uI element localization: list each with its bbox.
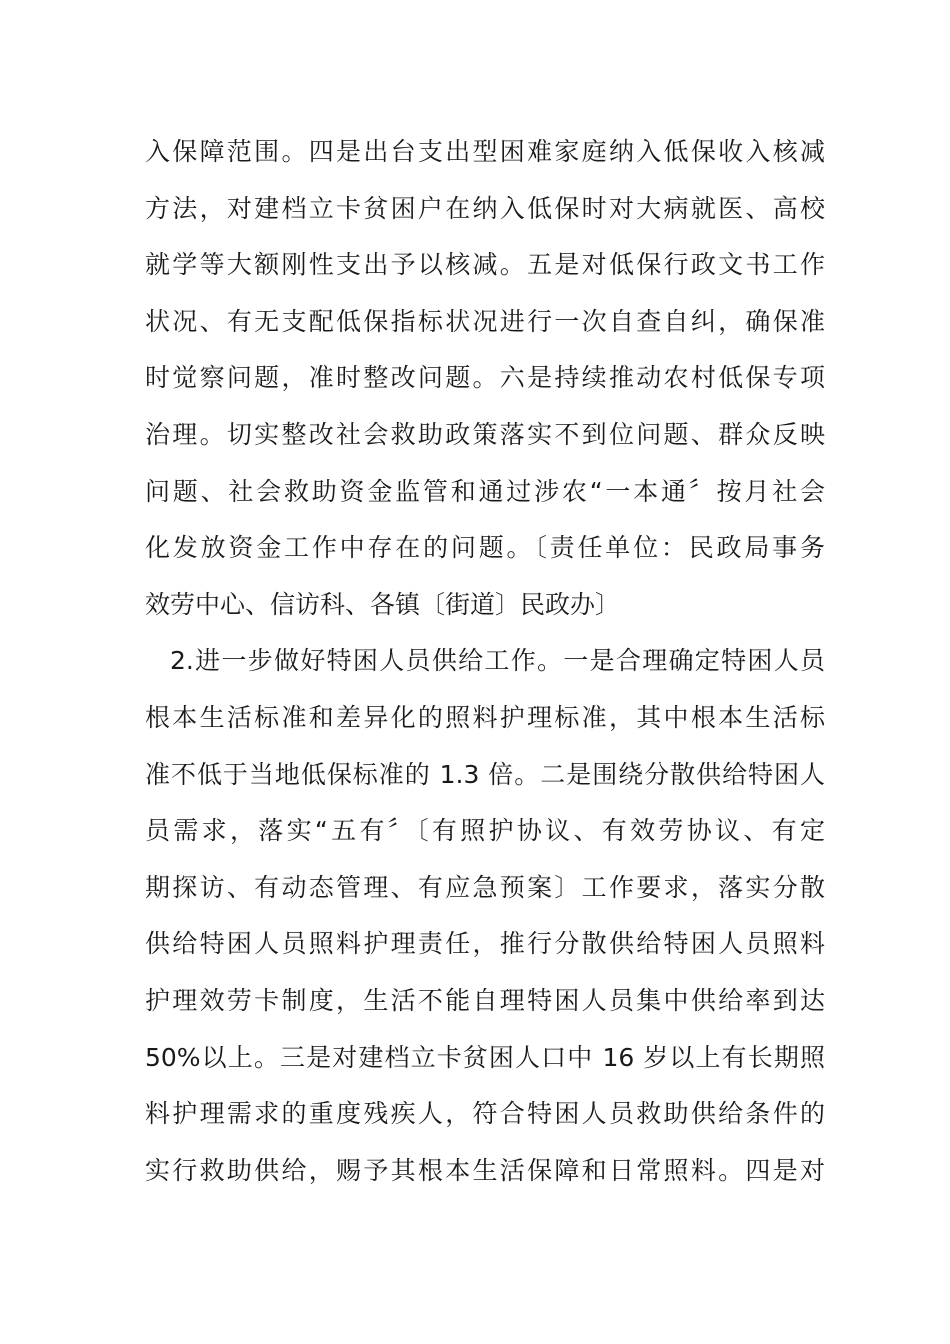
body-text (145, 124, 825, 1199)
text-line: 入保障范围。四是出台支出型困难家庭纳入低保收入核减 (145, 137, 825, 166)
text-line: 治理。切实整改社会救助政策落实不到位问题、群众反映 (145, 419, 825, 449)
text-line: 50%以上。三是对建档立卡贫困人口中 16 岁以上有长期照 (145, 1042, 825, 1072)
text-line: 状况、有无支配低保指标状况进行一次自查自纠，确保准 (145, 306, 825, 336)
text-line: 准不低于当地低保标准的 1.3 倍。二是围绕分散供给特困人 (145, 759, 825, 789)
text-line: 方法，对建档立卡贫困户在纳入低保时对大病就医、高校 (145, 193, 825, 223)
text-line: 问题、社会救助资金监管和通过涉农“一本通〞按月社会 (145, 476, 825, 506)
text-line: 时觉察问题，准时整改问题。六是持续推动农村低保专项 (145, 363, 825, 393)
text-line: 化发放资金工作中存在的问题。〔责任单位：民政局事务 (145, 533, 825, 563)
text-line: 实行救助供给，赐予其根本生活保障和日常照料。四是对 (145, 1155, 825, 1185)
text-line: 根本生活标准和差异化的照料护理标准，其中根本生活标 (145, 702, 825, 732)
text-line: 料护理需求的重度残疾人，符合特困人员救助供给条件的 (145, 1099, 825, 1129)
text-line: 2.进一步做好特困人员供给工作。一是合理确定特困人员 (170, 646, 825, 676)
text-line: 效劳中心、信访科、各镇〔街道〕民政办〕 (145, 589, 621, 619)
text-line: 供给特困人员照料护理责任，推行分散供给特困人员照料 (145, 929, 825, 959)
text-line: 护理效劳卡制度，生活不能自理特困人员集中供给率到达 (145, 985, 825, 1015)
text-line: 期探访、有动态管理、有应急预案〕工作要求，落实分散 (145, 872, 825, 902)
text-line: 就学等大额刚性支出予以核减。五是对低保行政文书工作 (145, 250, 825, 280)
text-line: 员需求，落实“五有〞〔有照护协议、有效劳协议、有定 (145, 816, 825, 846)
